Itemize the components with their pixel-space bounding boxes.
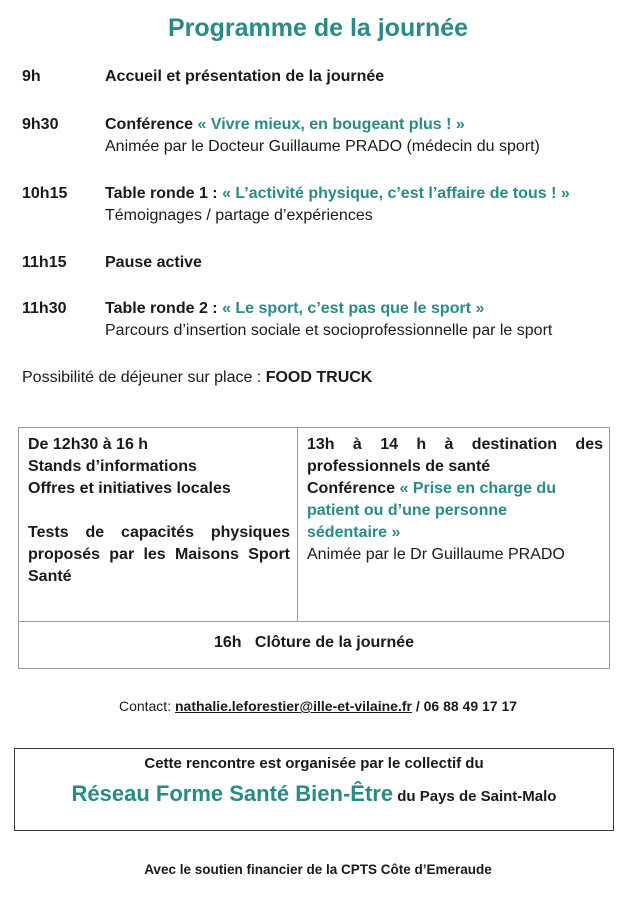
- pro-conference-title: « Prise en charge du: [399, 480, 556, 497]
- contact-label: Contact:: [118, 698, 175, 714]
- pro-conference-title: sédentaire »: [307, 524, 401, 541]
- schedule-time: 9h30: [22, 116, 59, 133]
- pro-session-time: 13h à 14 h à destination des: [307, 436, 603, 453]
- schedule-time: 9h: [22, 68, 41, 85]
- schedule-theme: « L’activité physique, c’est l’affaire de tous ! »: [222, 185, 570, 202]
- afternoon-hours: De 12h30 à 16 h: [28, 436, 149, 453]
- afternoon-tests: proposés par les Maisons Sport: [28, 546, 290, 563]
- schedule-title: Table ronde 2 :: [105, 300, 223, 317]
- contact-email-link[interactable]: nathalie.leforestier@ille-et-vilaine.fr: [174, 698, 412, 714]
- schedule-title: Table ronde 1 :: [105, 185, 223, 202]
- afternoon-offers: Offres et initiatives locales: [28, 480, 231, 497]
- lunch-info: [22, 367, 372, 389]
- organizer-box: [14, 748, 614, 831]
- schedule-subtitle: Animée par le Docteur Guillaume PRADO (médecin du sport): [105, 138, 540, 155]
- table-divider: [297, 428, 298, 621]
- schedule-theme: « Vivre mieux, en bougeant plus ! »: [197, 116, 465, 133]
- contact-separator: /: [411, 698, 424, 714]
- closing-row: [19, 634, 609, 652]
- schedule-time: 11h30: [22, 300, 67, 317]
- network-name: Réseau Forme Santé Bien-Être: [71, 781, 394, 806]
- pro-session-audience: professionnels de santé: [307, 458, 491, 475]
- afternoon-right-cell: [307, 434, 603, 566]
- organizer-intro: Cette rencontre est organisée par le collectif du: [144, 755, 484, 772]
- funding-support: Avec le soutien financier de la CPTS Côte d’Emeraude: [144, 862, 492, 877]
- afternoon-table: [18, 427, 610, 669]
- pro-conference-title: patient ou d’une personne: [307, 502, 508, 519]
- schedule-time: 11h15: [22, 254, 67, 271]
- pro-conference-animator: Animée par le Dr Guillaume PRADO: [307, 546, 565, 563]
- pro-conference-label: Conférence: [307, 480, 400, 497]
- lunch-highlight: FOOD TRUCK: [265, 369, 373, 386]
- schedule-theme: « Le sport, c’est pas que le sport »: [222, 300, 485, 317]
- schedule-title: Accueil et présentation de la journée: [105, 68, 385, 85]
- schedule-subtitle: Parcours d’insertion sociale et socioprofessionnelle par le sport: [105, 322, 553, 339]
- schedule-subtitle: Témoignages / partage d’expériences: [105, 207, 373, 224]
- afternoon-left-cell: [28, 434, 290, 588]
- schedule-title: Conférence: [105, 116, 198, 133]
- table-divider: [19, 621, 609, 622]
- schedule-time: 10h15: [22, 185, 68, 202]
- afternoon-stands: Stands d’informations: [28, 458, 197, 475]
- contact-line: [0, 698, 636, 714]
- schedule-title: Pause active: [105, 254, 202, 271]
- network-region: du Pays de Saint-Malo: [393, 788, 557, 805]
- closing-text: Clôture de la journée: [254, 634, 415, 651]
- contact-phone: 06 88 49 17 17: [423, 698, 518, 714]
- closing-time: 16h: [213, 634, 242, 651]
- afternoon-tests: Santé: [28, 568, 72, 585]
- page-title: Programme de la journée: [167, 14, 469, 42]
- afternoon-tests: Tests de capacités physiques: [28, 524, 290, 541]
- lunch-text: Possibilité de déjeuner sur place :: [22, 369, 266, 386]
